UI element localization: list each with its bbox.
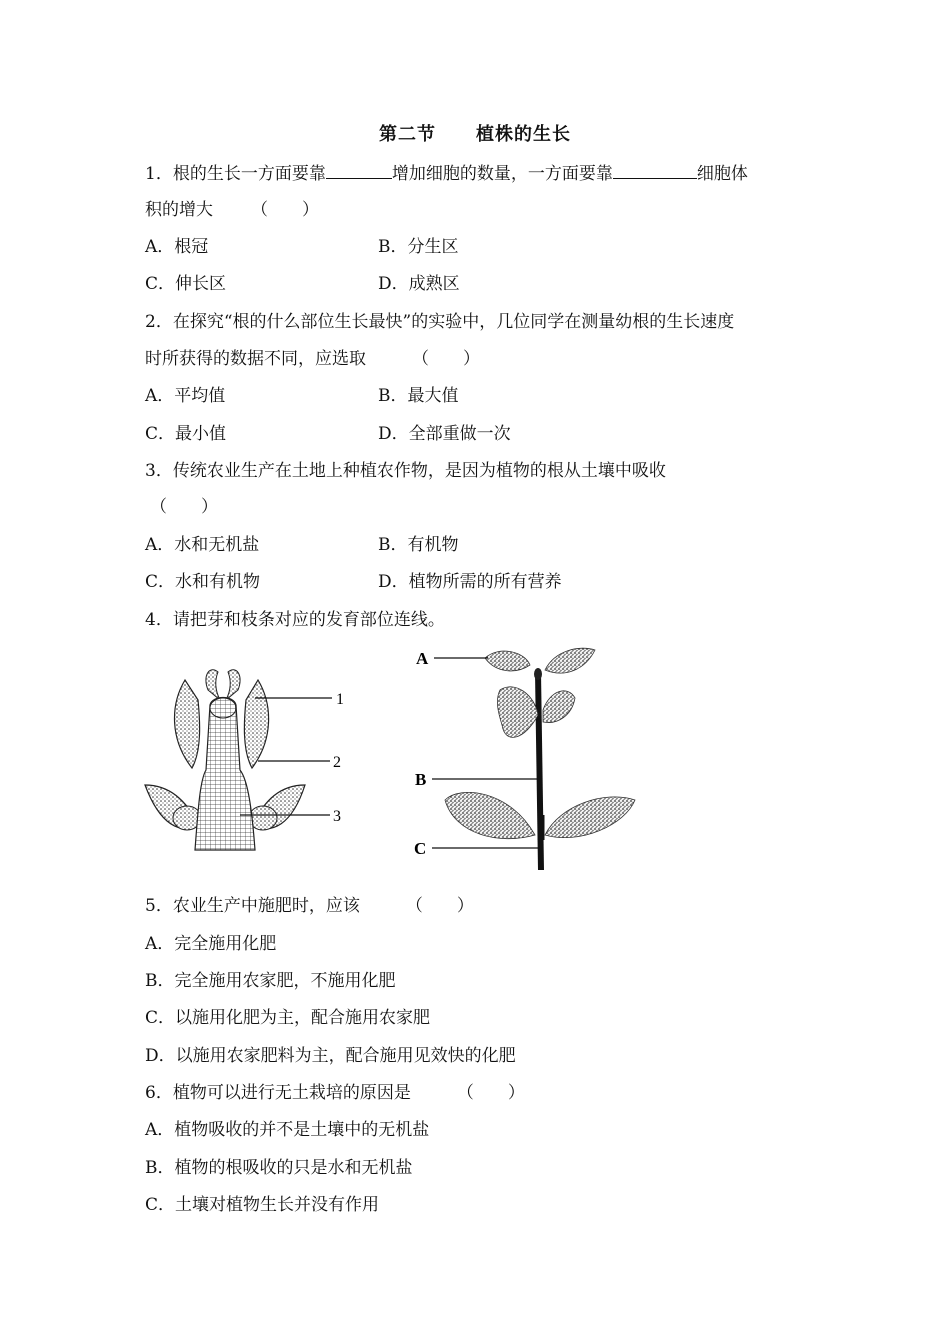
middle-right-leaf <box>543 691 575 723</box>
q2-answer-paren[interactable]: （ ） <box>412 349 480 369</box>
branch-label-c: C <box>414 839 427 858</box>
middle-left-leaf <box>497 687 538 738</box>
q1-answer-paren[interactable]: （ ） <box>251 200 319 220</box>
q2-text-b: 时所获得的数据不同，应选取 <box>145 349 366 369</box>
q1-option-a: A．根冠 <box>145 237 209 257</box>
section-title <box>0 120 950 146</box>
q6-option-c: C．土壤对植物生长并没有作用 <box>145 1195 380 1215</box>
branch-diagram <box>410 640 650 885</box>
q2-option-b: B．最大值 <box>378 386 459 406</box>
q5-answer-paren[interactable]: （ ） <box>405 896 474 916</box>
q1-blank-2[interactable] <box>613 160 697 179</box>
top-right-leaf <box>545 648 595 673</box>
q3-answer-paren[interactable]: （ ） <box>150 497 218 517</box>
bud-label-2: 2 <box>333 754 341 771</box>
section-name: 植株的生长 <box>476 124 571 145</box>
branch-label-a: A <box>416 649 429 668</box>
q5-option-b: B．完全施用农家肥，不施用化肥 <box>145 971 396 991</box>
question-6-text <box>145 1080 525 1106</box>
question-4-text: 4．请把芽和枝条对应的发育部位连线。 <box>145 610 445 630</box>
q1-text-c: 细胞体 <box>696 164 748 184</box>
q1-option-c: C．伸长区 <box>145 274 227 294</box>
q3-option-b: B．有机物 <box>378 535 459 555</box>
growth-point <box>210 698 236 718</box>
bud-label-1: 1 <box>336 691 344 708</box>
question-1-line-1 <box>145 160 748 187</box>
q5-option-a: A．完全施用化肥 <box>145 934 277 954</box>
q6-option-a: A．植物吸收的并不是土壤中的无机盐 <box>145 1120 430 1140</box>
bottom-right-leaf <box>545 797 635 838</box>
question-5-text <box>145 893 474 919</box>
question-2-line-1: 2．在探究“根的什么部位生长最快”的实验中，几位同学在测量幼根的生长速度 <box>145 312 735 332</box>
question-2-line-2 <box>145 346 480 372</box>
q2-option-c: C．最小值 <box>145 424 227 444</box>
branch-stem <box>538 672 541 870</box>
branch-label-b: B <box>415 770 427 789</box>
section-number: 第二节 <box>379 124 436 145</box>
bud-label-3: 3 <box>333 808 341 825</box>
q6-text: 6．植物可以进行无土栽培的原因是 <box>145 1083 411 1103</box>
inner-leaf-left <box>206 670 220 700</box>
q3-option-d: D．植物所需的所有营养 <box>378 572 562 592</box>
q3-option-a: A．水和无机盐 <box>145 535 260 555</box>
question-3-line-1: 3．传统农业生产在土地上种植农作物，是因为植物的根从土壤中吸收 <box>145 461 666 481</box>
q6-option-b: B．植物的根吸收的只是水和无机盐 <box>145 1158 413 1178</box>
bottom-left-leaf <box>445 792 535 838</box>
bud-diagram <box>140 660 370 860</box>
q1-blank-1[interactable] <box>326 160 392 179</box>
q2-option-a: A．平均值 <box>145 386 226 406</box>
q1-option-d: D．成熟区 <box>378 274 460 294</box>
terminal-bud <box>534 668 542 680</box>
q1-text-a: 1．根的生长一方面要靠 <box>145 164 326 184</box>
q1-text-b: 增加细胞的数量，一方面要靠 <box>391 164 613 184</box>
q6-answer-paren[interactable]: （ ） <box>456 1083 525 1103</box>
q3-option-c: C．水和有机物 <box>145 572 261 592</box>
q5-option-d: D．以施用农家肥料为主，配合施用见效快的化肥 <box>145 1046 516 1066</box>
q5-option-c: C．以施用化肥为主，配合施用农家肥 <box>145 1008 431 1028</box>
q1-option-b: B．分生区 <box>378 237 459 257</box>
question-1-line-2 <box>145 197 319 223</box>
q2-option-d: D．全部重做一次 <box>378 424 511 444</box>
outer-leaf-left <box>175 680 200 768</box>
outer-leaf-right <box>244 680 268 768</box>
q5-text: 5．农业生产中施肥时，应该 <box>145 896 360 916</box>
inner-leaf-right <box>226 670 240 700</box>
top-left-leaf <box>485 651 530 671</box>
q1-text-d: 积的增大 <box>145 200 213 220</box>
